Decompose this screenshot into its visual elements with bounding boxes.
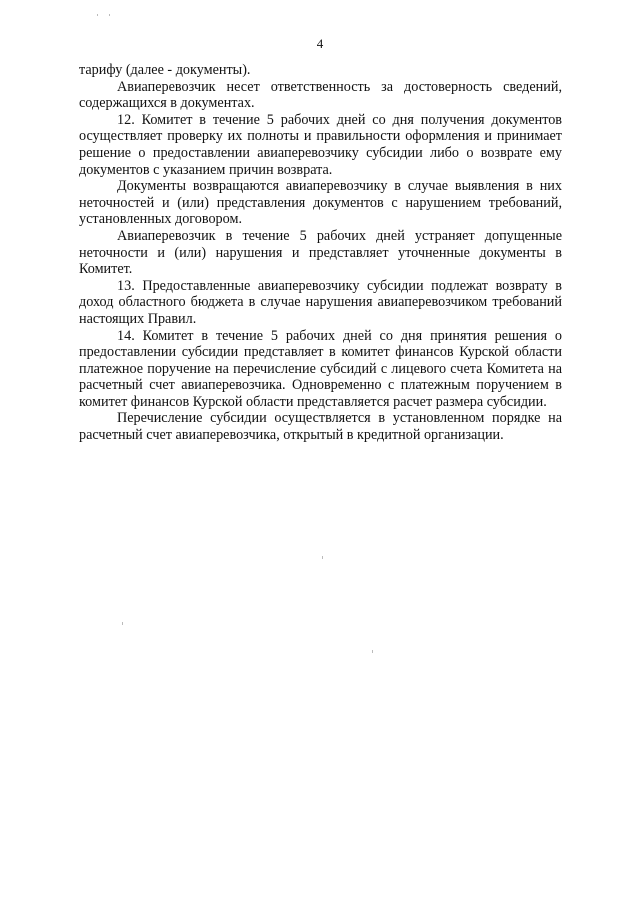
scan-speck	[122, 622, 123, 625]
scan-speck	[372, 650, 373, 653]
paragraph-item-14: 14. Комитет в течение 5 рабочих дней со дня принятия решения о предоставлении субсидии представляет в комитет финансов Курской области платежное поручение на перечисление субсидий с лицевого счета Комитета на расчетный счет авиаперевозчика. Одновременно с платежным поручением в комитет финансов Курской области представляется расчет размера субсидии.	[79, 327, 562, 410]
paragraph-item-12: 12. Комитет в течение 5 рабочих дней со дня получения документов осуществляет проверку их полноты и правильности оформления и принимает решение о предоставлении авиаперевозчику субсидии либо о возврате ему документов с указанием причин возврата.	[79, 111, 562, 178]
paragraph-item-13: 13. Предоставленные авиаперевозчику субсидии подлежат возврату в доход областного бюджета в случае нарушения авиаперевозчиком требований настоящих Правил.	[79, 277, 562, 327]
paragraph-documents-definition: тарифу (далее - документы).	[79, 62, 251, 78]
document-body	[79, 62, 562, 444]
paragraph-corrections: Авиаперевозчик в течение 5 рабочих дней устраняет допущенные неточности и (или) нарушения и представляет уточненные документы в Комитет.	[79, 227, 562, 278]
page-number: 4	[316, 36, 324, 51]
scan-speck	[97, 14, 98, 16]
paragraph-responsibility: Авиаперевозчик несет ответственность за достоверность сведений, содержащихся в документах.	[79, 78, 562, 112]
paragraph-transfer: Перечисление субсидии осуществляется в установленном порядке на расчетный счет авиаперевозчика, открытый в кредитной организации.	[79, 410, 562, 444]
scan-speck	[109, 14, 110, 16]
paragraph-documents-return: Документы возвращаются авиаперевозчику в случае выявления в них неточностей и (или) представления документов с нарушением требований, установленных договором.	[79, 178, 562, 228]
scan-speck	[322, 556, 323, 559]
